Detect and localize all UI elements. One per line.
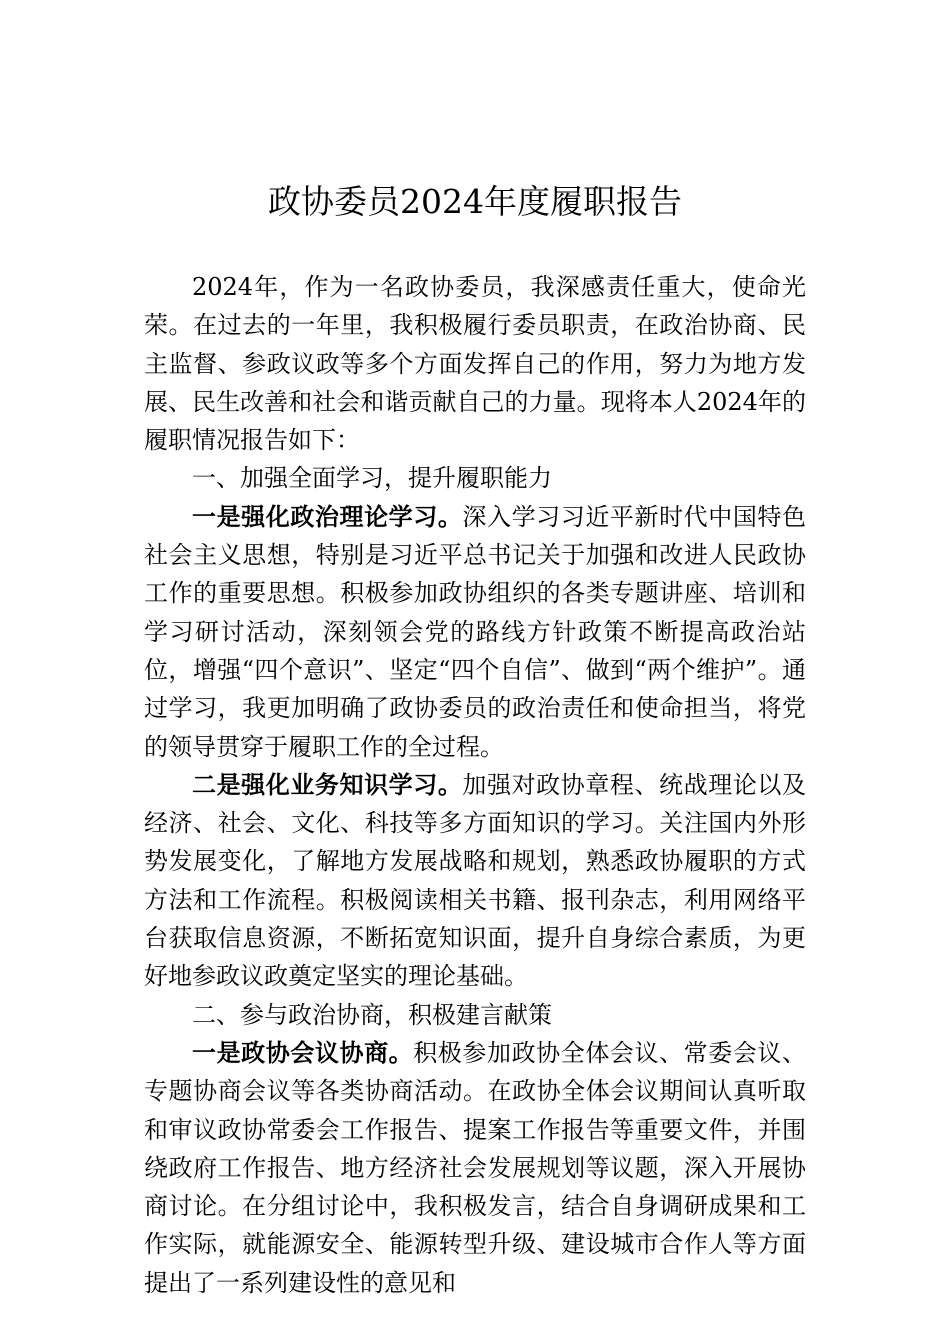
paragraph-lead: 二是强化业务知识学习。 xyxy=(192,769,463,799)
section2-paragraph-1 xyxy=(144,1034,806,1302)
paragraph-lead: 一是强化政治理论学习。 xyxy=(192,501,463,531)
intro-paragraph: 2024年，作为一名政协委员，我深感责任重大，使命光荣。在过去的一年里，我积极履行委员职责，在政治协商、民主监督、参政议政等多个方面发挥自己的作用，努力为地方发展、民生改善和社会和谐贡献自己的力量。现将本人2024年的履职情况报告如下： xyxy=(144,273,806,455)
section1-paragraph-2 xyxy=(144,766,806,996)
page-title: 政协委员2024年度履职报告 xyxy=(268,182,682,221)
paragraph-text: 积极参加政协全体会议、常委会议、专题协商会议等各类协商活动。在政协全体会议期间认真听取和审议政协常委会工作报告、提案工作报告等重要文件，并围绕政府工作报告、地方经济社会发展规划等议题，深入开展协商讨论。在分组讨论中，我积极发言，结合自身调研成果和工作实际，就能源安全、能源转型升级、建设城市合作人等方面提出了一系列建设性的意见和 xyxy=(144,1038,806,1297)
document-body xyxy=(144,268,806,1302)
section-heading-2: 二、参与政治协商，积极建言献策 xyxy=(192,1000,552,1029)
section1-paragraph-1 xyxy=(144,498,806,766)
section-heading-1: 一、加强全面学习，提升履职能力 xyxy=(192,464,552,493)
paragraph-text: 深入学习习近平新时代中国特色社会主义思想，特别是习近平总书记关于加强和改进人民政协工作的重要思想。积极参加政协组织的各类专题讲座、培训和学习研讨活动，深刻领会党的路线方针政策不断提高政治站位，增强“四个意识”、坚定“四个自信”、做到“两个维护”。通过学习，我更加明确了政协委员的政治责任和使命担当，将党的领导贯穿于履职工作的全过程。 xyxy=(144,502,807,761)
paragraph-text: 加强对政协章程、统战理论以及经济、社会、文化、科技等多方面知识的学习。关注国内外形势发展变化，了解地方发展战略和规划，熟悉政协履职的方式方法和工作流程。积极阅读相关书籍、报刊杂志，利用网络平台获取信息资源，不断拓宽知识面，提升自身综合素质，为更好地参政议政奠定坚实的理论基础。 xyxy=(144,770,807,991)
paragraph-lead: 一是政协会议协商。 xyxy=(192,1037,414,1067)
